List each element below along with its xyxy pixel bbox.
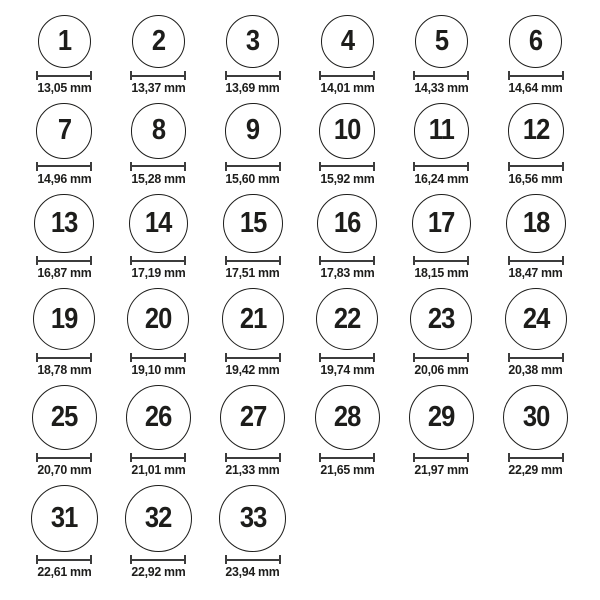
ring-size-row	[17, 194, 583, 281]
ring-size-number: 25	[50, 401, 78, 433]
ring-size-item	[111, 385, 205, 477]
diameter-measure-line	[130, 555, 186, 564]
ring-size-number: 20	[145, 302, 172, 335]
diameter-label: 13,37 mm	[131, 80, 186, 95]
diameter-label: 16,56 mm	[508, 170, 563, 186]
ring-size-row	[17, 103, 583, 186]
ring-size-number: 7	[57, 114, 71, 147]
diameter-measure-line	[36, 256, 92, 265]
ring-size-number: 5	[434, 25, 449, 57]
ring-circle	[319, 103, 375, 159]
ring-size-number: 28	[333, 401, 361, 433]
diameter-label: 19,74 mm	[320, 362, 375, 377]
ring-size-number: 22	[333, 302, 361, 335]
diameter-measure-line	[508, 256, 564, 265]
ring-size-item	[206, 288, 300, 377]
diameter-label: 13,69 mm	[225, 80, 280, 95]
ring-size-number: 23	[428, 302, 455, 335]
ring-circle	[125, 485, 192, 552]
ring-size-number: 1	[57, 25, 71, 57]
ring-size-number: 33	[239, 502, 267, 534]
diameter-label: 22,29 mm	[508, 462, 563, 477]
ring-size-item	[394, 103, 488, 186]
ring-circle	[32, 385, 97, 450]
ring-circle	[412, 194, 472, 254]
diameter-label: 17,51 mm	[225, 265, 280, 280]
diameter-label: 20,38 mm	[508, 362, 563, 377]
ring-size-item	[489, 103, 583, 186]
ring-circle	[321, 15, 374, 68]
ring-circle	[220, 385, 285, 450]
diameter-label: 17,83 mm	[320, 265, 375, 280]
ring-size-row	[17, 288, 583, 377]
diameter-label: 19,42 mm	[225, 362, 280, 377]
diameter-measure-line	[36, 162, 92, 171]
ring-size-number: 8	[151, 114, 166, 147]
ring-size-row	[17, 15, 583, 95]
diameter-measure-line	[130, 162, 186, 171]
diameter-measure-line	[508, 162, 564, 171]
ring-size-item	[206, 15, 300, 95]
ring-size-item	[111, 15, 205, 95]
ring-size-item	[17, 194, 111, 281]
ring-size-item	[111, 288, 205, 377]
ring-size-number: 3	[246, 25, 260, 57]
diameter-label: 23,94 mm	[225, 564, 280, 579]
ring-circle	[132, 15, 185, 68]
ring-circle	[317, 194, 377, 254]
diameter-measure-line	[36, 353, 92, 362]
ring-size-number: 9	[246, 114, 260, 147]
ring-size-item	[17, 485, 111, 579]
diameter-label: 15,60 mm	[225, 170, 280, 186]
ring-size-number: 6	[529, 25, 543, 57]
diameter-measure-line	[319, 71, 375, 80]
ring-size-item	[17, 15, 111, 95]
ring-size-number: 17	[428, 206, 455, 239]
ring-circle	[409, 385, 474, 450]
ring-size-item	[489, 288, 583, 377]
ring-size-item	[300, 194, 394, 281]
diameter-label: 19,10 mm	[131, 362, 186, 377]
ring-circle	[126, 385, 191, 450]
ring-size-item	[489, 194, 583, 281]
diameter-measure-line	[130, 71, 186, 80]
ring-size-number: 30	[522, 401, 550, 433]
diameter-label: 21,01 mm	[131, 462, 186, 477]
diameter-label: 18,78 mm	[37, 362, 92, 377]
ring-size-item	[206, 485, 300, 579]
diameter-measure-line	[130, 453, 186, 462]
ring-size-item	[489, 15, 583, 95]
diameter-label: 21,97 mm	[414, 462, 469, 477]
ring-size-number: 16	[333, 206, 361, 239]
ring-circle	[415, 15, 468, 68]
ring-circle	[509, 15, 562, 68]
diameter-label: 17,19 mm	[131, 265, 186, 280]
diameter-measure-line	[508, 353, 564, 362]
diameter-label: 21,65 mm	[320, 462, 375, 477]
ring-size-item	[206, 194, 300, 281]
ring-size-item	[394, 15, 488, 95]
diameter-measure-line	[36, 453, 92, 462]
ring-size-item	[17, 385, 111, 477]
diameter-measure-line	[508, 453, 564, 462]
diameter-measure-line	[508, 71, 564, 80]
ring-size-number: 10	[333, 114, 361, 147]
diameter-measure-line	[319, 353, 375, 362]
ring-size-item	[394, 385, 488, 477]
ring-size-number: 27	[239, 401, 267, 433]
ring-size-item	[394, 288, 488, 377]
ring-circle	[414, 103, 470, 159]
ring-size-item	[206, 385, 300, 477]
diameter-measure-line	[225, 256, 281, 265]
diameter-label: 18,15 mm	[414, 265, 469, 280]
diameter-label: 16,87 mm	[37, 265, 92, 280]
diameter-label: 14,01 mm	[320, 80, 375, 95]
diameter-label: 22,92 mm	[131, 564, 186, 579]
ring-size-number: 29	[428, 401, 455, 433]
ring-size-number: 19	[50, 302, 78, 335]
diameter-measure-line	[413, 353, 469, 362]
ring-circle	[36, 103, 92, 159]
diameter-label: 20,70 mm	[37, 462, 92, 477]
diameter-measure-line	[225, 162, 281, 171]
diameter-label: 14,64 mm	[508, 80, 563, 95]
ring-circle	[226, 15, 279, 68]
ring-size-item	[394, 194, 488, 281]
ring-circle	[127, 288, 189, 350]
ring-circle	[219, 485, 286, 552]
ring-size-item	[111, 194, 205, 281]
ring-size-item	[300, 103, 394, 186]
ring-size-item	[17, 288, 111, 377]
ring-size-number: 2	[151, 25, 166, 57]
diameter-label: 15,92 mm	[320, 170, 375, 186]
diameter-measure-line	[413, 256, 469, 265]
diameter-measure-line	[225, 453, 281, 462]
diameter-measure-line	[413, 162, 469, 171]
ring-circle	[129, 194, 189, 254]
ring-circle	[315, 385, 380, 450]
diameter-measure-line	[130, 353, 186, 362]
ring-size-item	[111, 103, 205, 186]
ring-circle	[506, 194, 566, 254]
ring-size-item	[300, 385, 394, 477]
ring-size-number: 18	[522, 206, 550, 239]
ring-circle	[410, 288, 472, 350]
diameter-measure-line	[319, 256, 375, 265]
ring-size-item	[489, 385, 583, 477]
ring-size-row	[17, 485, 583, 579]
ring-circle	[38, 15, 91, 68]
ring-size-number: 14	[145, 206, 172, 239]
ring-size-number: 4	[340, 25, 354, 57]
diameter-label: 21,33 mm	[225, 462, 280, 477]
ring-size-item	[300, 288, 394, 377]
ring-size-number: 13	[50, 206, 78, 239]
diameter-label: 22,61 mm	[37, 564, 92, 579]
ring-size-item	[300, 15, 394, 95]
ring-circle	[223, 194, 283, 254]
diameter-measure-line	[36, 555, 92, 564]
ring-size-number: 31	[50, 502, 78, 534]
ring-circle	[222, 288, 284, 350]
ring-circle	[131, 103, 187, 159]
diameter-label: 20,06 mm	[414, 362, 469, 377]
ring-size-item	[17, 103, 111, 186]
ring-size-number: 26	[145, 401, 172, 433]
ring-circle	[508, 103, 564, 159]
diameter-label: 14,96 mm	[37, 170, 92, 186]
ring-circle	[505, 288, 567, 350]
ring-size-number: 15	[239, 206, 267, 239]
diameter-measure-line	[319, 453, 375, 462]
diameter-measure-line	[225, 353, 281, 362]
ring-size-number: 24	[522, 302, 550, 335]
diameter-measure-line	[319, 162, 375, 171]
diameter-label: 16,24 mm	[414, 170, 469, 186]
ring-size-item	[206, 103, 300, 186]
ring-size-row	[17, 385, 583, 477]
diameter-label: 13,05 mm	[37, 80, 92, 95]
diameter-label: 18,47 mm	[508, 265, 563, 280]
diameter-measure-line	[413, 453, 469, 462]
diameter-label: 14,33 mm	[414, 80, 469, 95]
ring-circle	[503, 385, 568, 450]
ring-size-number: 11	[428, 114, 455, 147]
ring-size-number: 21	[239, 302, 267, 335]
ring-size-number: 32	[145, 502, 172, 534]
ring-circle	[33, 288, 95, 350]
diameter-measure-line	[225, 71, 281, 80]
ring-circle	[31, 485, 98, 552]
ring-circle	[316, 288, 378, 350]
diameter-label: 15,28 mm	[131, 170, 186, 186]
ring-size-item	[111, 485, 205, 579]
diameter-measure-line	[413, 71, 469, 80]
ring-size-number: 12	[522, 114, 550, 147]
ring-circle	[225, 103, 281, 159]
diameter-measure-line	[36, 71, 92, 80]
ring-circle	[34, 194, 94, 254]
diameter-measure-line	[225, 555, 281, 564]
diameter-measure-line	[130, 256, 186, 265]
